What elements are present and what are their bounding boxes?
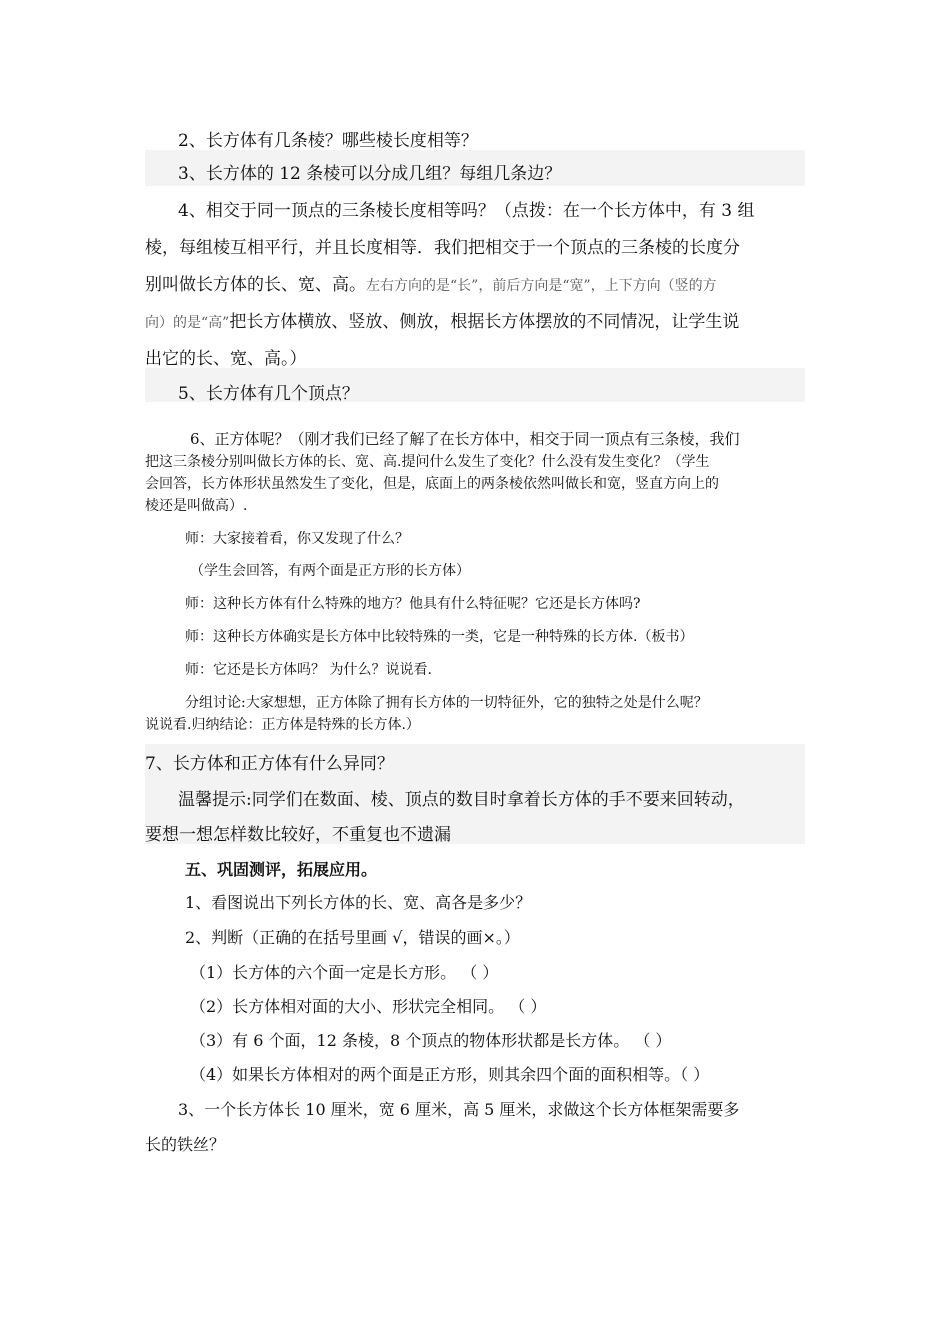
dialog-line-4: 师：这种长方体确实是长方体中比较特殊的一类，它是一种特殊的长方体.（板书） [185, 629, 694, 645]
question-6-line-4: 棱还是叫做高）. [145, 498, 248, 514]
tip-line-1: 温馨提示:同学们在数面、棱、顶点的数目时拿着长方体的手不要来回转动， [178, 790, 745, 810]
question-2: 2、长方体有几条棱？哪些棱长度相等？ [178, 131, 478, 151]
question-4-line-4 [145, 307, 739, 332]
discussion-line-1: 分组讨论:大家想想，正方体除了拥有长方体的一切特征外，它的独特之处是什么呢？ [185, 695, 708, 711]
judge-item-1: （1）长方体的六个面一定是长方形。 （ ） [190, 963, 499, 982]
question-4-note: 左右方向的是“长”，前后方向是“宽”，上下方向（竖的方 [366, 278, 717, 294]
question-4-note: 向）的是“高” [145, 315, 230, 331]
exercise-3-line-1: 3、一个长方体长 10 厘米，宽 6 厘米，高 5 厘米，求做这个长方体框架需要多 [178, 1100, 740, 1119]
question-4-text: 把长方体横放、竖放、侧放，根据长方体摆放的不同情况，让学生说 [229, 312, 740, 332]
exercise-2: 2、判断（正确的在括号里画 √，错误的画×。） [185, 928, 520, 947]
dialog-line-3: 师：这种长方体有什么特殊的地方？他具有什么特征呢？它还是长方体吗? [185, 596, 641, 612]
judge-item-3: （3）有 6 个面，12 条棱，8 个顶点的物体形状都是长方体。 （ ） [190, 1031, 672, 1050]
question-4-line-2: 棱，每组棱互相平行，并且长度相等．我们把相交于一个顶点的三条棱的长度分 [145, 238, 740, 258]
dialog-line-1: 师：大家接着看，你又发现了什么？ [185, 531, 409, 547]
judge-item-2: （2）长方体相对面的大小、形状完全相同。 （ ） [190, 997, 547, 1016]
question-4-line-5: 出它的长、宽、高。） [145, 349, 307, 369]
exercise-1: 1、看图说出下列长方体的长、宽、高各是多少？ [185, 893, 532, 912]
dialog-line-5: 师：它还是长方体吗？ 为什么？说说看. [185, 662, 432, 678]
exercise-3-line-2: 长的铁丝？ [145, 1135, 226, 1154]
question-6-line-3: 会回答，长方体形状虽然发生了变化，但是，底面上的两条棱依然叫做长和宽，竖直方向上的 [145, 476, 719, 492]
question-3: 3、长方体的 12 条棱可以分成几组？每组几条边？ [178, 164, 562, 184]
question-4-text: 别叫做长方体的长、宽、高。 [145, 275, 366, 295]
discussion-line-2: 说说看.归纳结论：正方体是特殊的长方体.） [145, 717, 420, 733]
question-4-line-1: 4、相交于同一顶点的三条棱长度相等吗？（点拨：在一个长方体中，有 3 组 [178, 201, 755, 221]
question-6-line-1: 6、正方体呢？（刚才我们已经了解了在长方体中，相交于同一顶点有三条棱，我们 [190, 430, 740, 448]
question-5: 5、长方体有几个顶点？ [178, 384, 359, 404]
judge-item-4: （4）如果长方体相对的两个面是正方形，则其余四个面的面积相等。（ ） [190, 1065, 710, 1084]
dialog-line-2: （学生会回答，有两个面是正方形的长方体） [190, 563, 470, 579]
tip-line-2: 要想一想怎样数比较好，不重复也不遗漏 [145, 825, 451, 845]
question-4-line-3 [145, 270, 717, 295]
section-heading: 五、巩固测评，拓展应用。 [185, 860, 378, 879]
question-7: 7、长方体和正方体有什么异同？ [145, 754, 394, 774]
question-6-line-2: 把这三条棱分别叫做长方体的长、宽、高.提问什么发生了变化？什么没有发生变化？（学生 [145, 454, 710, 470]
